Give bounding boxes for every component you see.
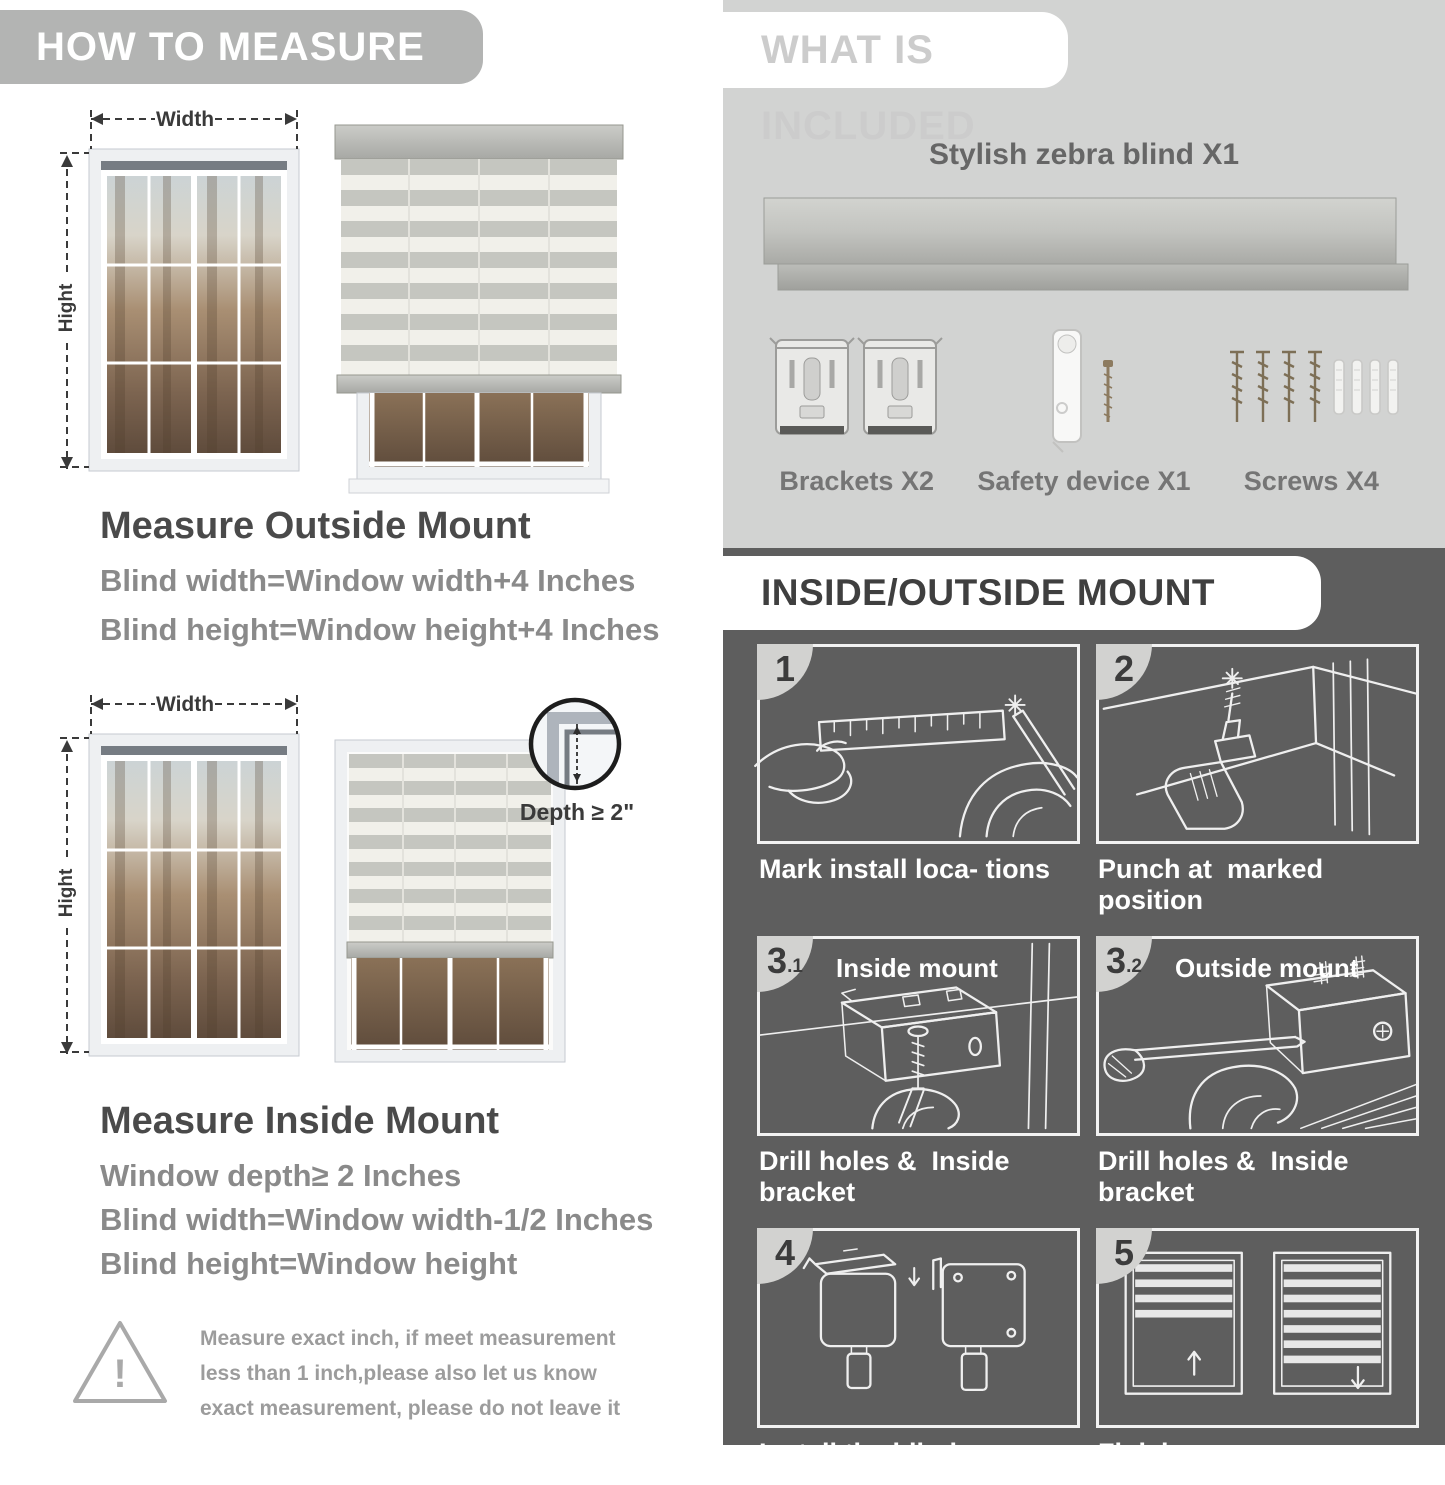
outside-mount-diagram <box>55 105 629 512</box>
outside-mount-line-1: Blind width=Window width+4 Inches <box>100 563 636 598</box>
component-safety-device <box>970 322 1197 497</box>
screws-icon <box>1216 326 1406 456</box>
component-brackets <box>743 322 970 497</box>
brackets-icon <box>764 326 949 456</box>
step-4 <box>757 1228 1080 1485</box>
width-label: Width <box>155 108 215 131</box>
product-title: Stylish zebra blind X1 <box>928 138 1240 171</box>
component-screws <box>1198 322 1425 497</box>
how-to-measure-banner-label: HOW TO MEASURE <box>36 25 425 69</box>
step-1-badge: 1 <box>757 644 813 700</box>
safety-device-icon <box>1029 326 1139 456</box>
depth-label: Depth ≥ 2" <box>519 799 635 825</box>
inside-mount-diagram <box>55 690 655 1096</box>
included-components-row <box>743 322 1425 497</box>
finish-illustration <box>1099 1231 1416 1425</box>
step-3-2 <box>1096 936 1419 1224</box>
step-3-1-title: Inside mount <box>836 953 998 983</box>
safety-device-label: Safety device X1 <box>977 466 1191 496</box>
what-is-included-banner <box>723 12 1068 148</box>
measured-window-image <box>55 105 305 500</box>
mount-instructions-section <box>723 548 1445 1468</box>
step-4-caption: Install the blind <box>759 1438 958 1468</box>
step-4-panel <box>757 1228 1080 1428</box>
step-3-1-caption: Drill holes & Inside bracket <box>759 1146 1018 1207</box>
outside-mount-blind-image <box>329 117 629 512</box>
step-1 <box>757 644 1080 932</box>
how-to-measure-banner <box>0 10 483 84</box>
mark-locations-illustration <box>760 647 1077 841</box>
height-label: Hight <box>56 283 77 333</box>
inside-mount-title: Measure Inside Mount <box>100 1100 500 1142</box>
step-3-2-badge: 3 .2 <box>1096 936 1152 992</box>
inside-mount-line-2: Blind width=Window width-1/2 Inches <box>100 1202 654 1237</box>
measurement-warning <box>70 1315 650 1426</box>
install-blind-illustration <box>760 1231 1077 1425</box>
step-3-2-panel <box>1096 936 1419 1136</box>
outside-mount-line-2: Blind height=Window height+4 Inches <box>100 612 660 647</box>
step-5-badge: 5 <box>1096 1228 1152 1284</box>
warning-exclamation: ! <box>113 1352 127 1396</box>
step-5 <box>1096 1228 1419 1485</box>
mount-steps-grid <box>757 644 1419 1485</box>
step-4-badge: 4 <box>757 1228 813 1284</box>
step-5-caption: Finish <box>1098 1438 1178 1468</box>
what-is-included-section <box>723 0 1445 548</box>
step-2 <box>1096 644 1419 932</box>
brackets-label: Brackets X2 <box>779 466 934 496</box>
step-3-1-panel <box>757 936 1080 1136</box>
outside-mount-title: Measure Outside Mount <box>100 505 531 547</box>
screws-label: Screws X4 <box>1243 466 1379 496</box>
step-3-2-caption: Drill holes & Inside bracket <box>1098 1146 1357 1207</box>
step-3-1 <box>757 936 1080 1224</box>
inside-mount-blind-image <box>325 696 655 1096</box>
step-1-caption: Mark install loca- tions <box>759 854 1051 884</box>
step-5-panel <box>1096 1228 1419 1428</box>
drill-illustration <box>1099 647 1416 841</box>
zebra-blind-headrail-image <box>748 190 1420 302</box>
step-2-caption: Punch at marked position <box>1098 854 1331 915</box>
inside-mount-line-1: Window depth≥ 2 Inches <box>100 1158 462 1193</box>
measured-window-image <box>55 690 305 1085</box>
step-2-panel <box>1096 644 1419 844</box>
step-2-badge: 2 <box>1096 644 1152 700</box>
step-1-panel <box>757 644 1080 844</box>
warning-triangle-icon <box>70 1315 170 1410</box>
what-is-included-banner-label: WHAT IS INCLUDED <box>761 28 976 148</box>
width-label: Width <box>155 693 215 716</box>
mount-banner <box>723 556 1321 630</box>
warning-text: Measure exact inch, if meet measurement less than 1 inch,please also let us know exact measurement, please do not leave it <box>200 1327 621 1420</box>
inside-mount-line-3: Blind height=Window height <box>100 1246 518 1281</box>
step-3-1-badge: 3 .1 <box>757 936 813 992</box>
mount-banner-label: INSIDE/OUTSIDE MOUNT <box>761 572 1216 613</box>
step-3-2-title: Outside mount <box>1175 953 1359 983</box>
height-label: Hight <box>56 868 77 918</box>
